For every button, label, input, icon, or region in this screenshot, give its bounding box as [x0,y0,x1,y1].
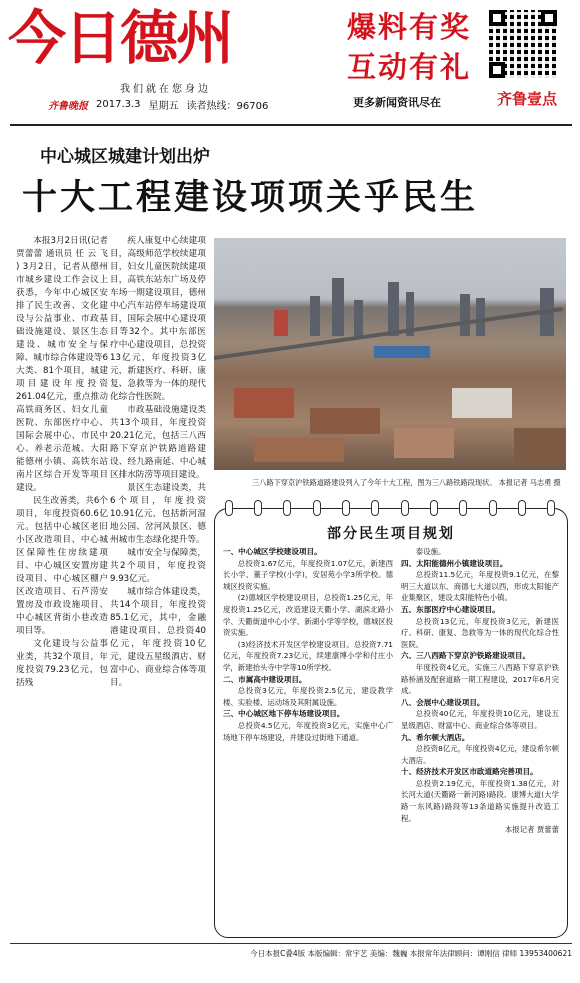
header-divider [10,124,572,126]
box-column-2 [401,546,559,836]
item-text: 总投资13亿元，年度投资3亿元，新建医疗、科研、康复、急救等为一体的现代化综合性医院。 [401,616,559,649]
promo-line-1: 爆料有奖 [347,10,472,44]
masthead [0,0,580,112]
reader-hotline: 读者热线：96706 [186,101,269,112]
box-column-1 [223,546,393,743]
article-column-2 [110,235,206,930]
item-text: 总投资2.19亿元，年度投资1.38亿元，对长河大道(天衢路一新河路)路段、康博大道(大学路一东风路)路段等13条道路实施提升改造工程。 [401,778,559,823]
paper-name: 齐鲁晚报 [48,101,88,112]
issue-info-row [48,97,268,112]
promo-box [339,8,573,108]
item-heading: 三、中心城区地下停车场建设项目。 [223,709,345,719]
article-headline: 十大工程建设项项关乎民生 [22,178,479,218]
paragraph: 景区生态建设类，共6个项目，年度投资10.91亿元，包括新河湿地公园、岔河风景区、德州城市生态绿化提升等。 [110,483,206,545]
reporter-byline: 本报记者 贾蕾蕾 [504,825,559,835]
item-text: (3)经济技术开发区学校建设项目。总投资7.71亿元，年度投资7.23亿元，续建康博小学和付庄小学，新建抬头寺中学等10所学校。 [223,639,393,672]
paragraph: 民生改善类，共6个项目，年度投资60.6亿元。包括中心城区老旧小区改造项目、中心城区保障性住房续建项目、中心城区安置房建设项目、中心城区棚户区改造项目、石芦涝安置房及市政设施项目、中心城区背街小巷改造项目等。 [16,496,108,636]
paragraph: 疾人康复中心续建项目，高级师范学校续建项目，妇女儿童医院续建项目，高铁东站东广场及停车场一期建设项目，德州中心汽车站停车场建设项目，国际会展中心建设项目等32个。其中东部医疗中心建设项目，总投资13亿元，年度投资3亿元，新建医疗、科研、康复、急救等为一体的现代化综合性医院。 [110,236,206,402]
paragraph: 本报3月2日讯(记者 贾蕾蕾 通讯员 任 云 飞 ) 3月2日，记者从德州市城乡建设工作会议上获悉，今年中心城区安排了民生改善、文化建设与公益事业、市政基础设施建设、景区生态建设、城市安全与保障、城市综合体建设等6大类、81个项目，城建项目建设年度投资261.04亿元，重点推动高铁商务区、妇女儿童医院、东部医疗中心、国际会展中心、市民中心、养老示范城、大阳能德州小镇、高铁东站南片区综合开发等项目建设。 [16,236,108,493]
item-heading: 十、经济技术开发区市政道路完善项目。 [401,767,538,777]
item-heading: 五、东部医疗中心建设项目。 [401,604,500,614]
issue-date: 2017.3.3 [96,99,141,110]
promo-line-2: 互动有礼 [347,50,472,84]
slogan: 我们就在您身边 [120,84,211,95]
item-heading: 四、太阳能德州小镇建设项目。 [401,558,508,568]
paragraph: 市政基础设施建设类共13个项目，年度投资20.21亿元，包括三八西路下穿京沪铁路道路建设、经九路南延、中心城区排水防涝等项目建设。 [110,405,206,480]
item-heading: 六、三八西路下穿京沪铁路建设项目。 [401,651,531,661]
qr-code-icon [489,10,557,78]
item-heading: 九、希尔顿大酒店。 [401,732,470,742]
item-text: 总投资11.5亿元，年度投资9.1亿元，在黎明三大道以东、商德七大道以西，形成太阳能产业集聚区，建设太阳能特色小镇。 [401,570,559,603]
binder-rings [214,500,566,518]
photo-caption: 三八路下穿京沪铁路道路建设列入了今年十大工程，图为三八路铁路段现状。 本报记者 马志勇 摄 [252,478,561,487]
item-heading: 一、中心城区学校建设项目。 [223,547,322,556]
item-text: 泰设施。 [415,547,446,556]
promo-brand: 齐鲁壹点 [497,90,558,108]
item-text: 总投资3亿元，年度投资2.5亿元，建设教学楼、实验楼、运动场及其附属设施。 [223,686,393,707]
paragraph: 城市综合体建设类，共14个项目，年度投资85.1亿元，其中，金融港建设项目、总投资40亿元，年度投资10亿元，建设五星级酒店、财富中心、商业综合体等项目。 [110,587,206,688]
box-title: 部分民生项目规划 [327,526,455,542]
issue-weekday: 星期五 [148,101,179,112]
item-text: (2)德城区学校建设项目，总投资1.25亿元，年度投资1.25亿元，改造建设天衢小学、湖滨北路小学、天衢街道中心小学、新湖小学等学校，德城区投资实施。 [223,593,393,638]
item-heading: 八、会展中心建设项目。 [401,697,485,707]
paragraph: 城市安全与保障类，共2个项目，年度投资9.93亿元。 [110,548,206,584]
page-footer: 今日本报C叠4版 本版编辑：常宇艺 美编：魏巍 本报常年法律顾问：谭刚信 律师 13953400621 [10,943,572,959]
item-text: 总投资1.67亿元，年度投资1.07亿元，新建西长小学、董子学校(小学)，安居苑小学3所学校。德城区投资实施。 [223,558,393,591]
item-heading: 二、市属高中建设项目。 [223,674,307,684]
item-text: 总投资4.5亿元，年度投资3亿元，实施中心广场地下停车场建设，并建设过街地下通道。 [223,720,393,742]
item-text: 年度投资4亿元，实施三八西路下穿京沪铁路桥涵及配套道路一期工程建设，2017年6月完成。 [401,662,559,696]
livelihood-projects-box [214,508,568,938]
item-text: 总投资40亿元，年度投资10亿元，建设五星级酒店、财富中心、商业综合体等项目。 [401,709,559,730]
item-text: 总投资8亿元，年度投资4亿元，建设希尔顿大酒店。 [401,744,559,765]
promo-tagline: 更多新闻资讯尽在 [353,96,441,109]
paragraph: 文化建设与公益事业类，共32个项目，年度投资79.23亿元，包括残 [16,639,108,688]
city-aerial-photo [214,238,566,470]
article-column-1 [16,235,108,930]
newspaper-logo-title: 今日德州 [8,4,233,72]
article-kicker: 中心城区城建计划出炉 [40,147,210,167]
